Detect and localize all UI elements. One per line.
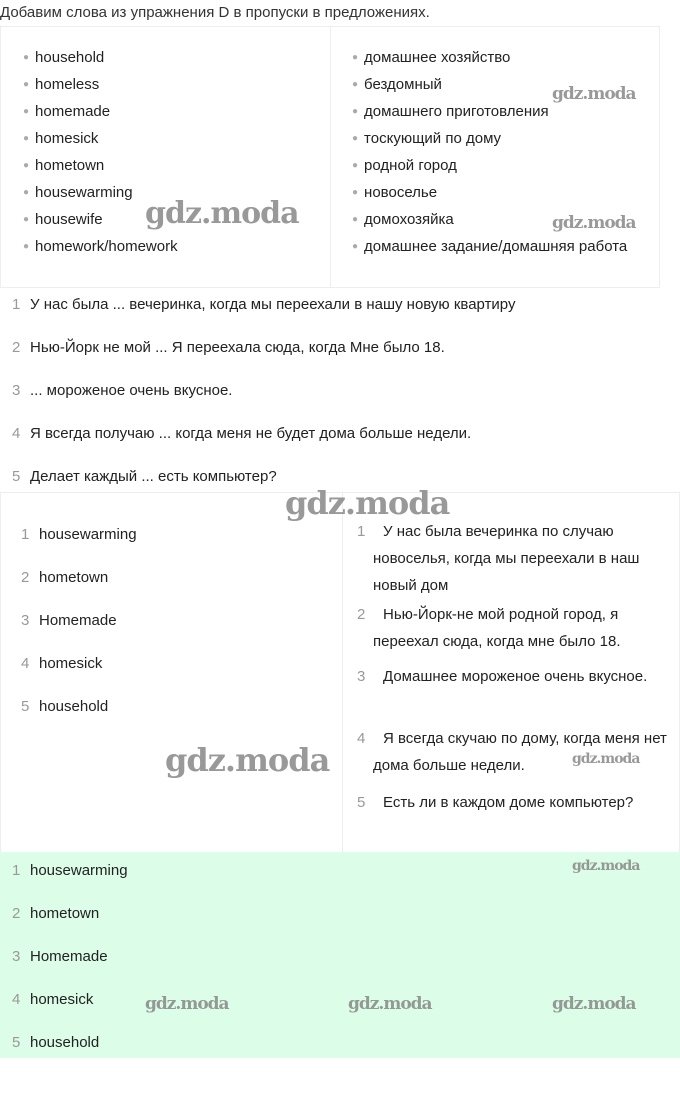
word-en: household xyxy=(35,49,105,66)
translation-item xyxy=(352,238,627,255)
translation xyxy=(357,789,680,816)
answer-text: Homemade xyxy=(30,948,108,965)
bullet-icon: ● xyxy=(352,214,359,225)
translation-text: Домашнее мороженое очень вкусное. xyxy=(383,668,648,685)
answer-text: Homemade xyxy=(39,612,117,629)
word-item xyxy=(23,103,110,120)
bullet-icon: ● xyxy=(352,79,359,90)
watermark: gdz.moda xyxy=(552,994,636,1014)
sentence-text: Я всегда получаю ... когда меня не будет дома больше недели. xyxy=(30,425,472,442)
word-ru: новоселье xyxy=(364,184,438,201)
answer xyxy=(12,948,108,965)
translation-item xyxy=(352,49,510,66)
answer xyxy=(21,569,108,586)
bullet-icon: ● xyxy=(23,214,30,225)
translation xyxy=(357,518,680,599)
sentence-number: 2 xyxy=(12,339,21,356)
translation-text: У нас была вечеринка по случаю новоселья, когда мы переехали в наш новый дом xyxy=(373,523,640,594)
watermark: gdz.moda xyxy=(348,994,432,1014)
word-item xyxy=(23,49,104,66)
answer xyxy=(21,655,102,672)
word-ru: тоскующий по дому xyxy=(364,130,502,147)
answer-text: household xyxy=(30,1034,100,1051)
answer-number: 5 xyxy=(12,1034,21,1051)
bullet-icon: ● xyxy=(23,79,30,90)
translation-item xyxy=(352,211,454,228)
answer-number: 4 xyxy=(21,655,30,672)
word-en: homeless xyxy=(35,76,100,93)
translation-number: 4 xyxy=(357,730,366,747)
word-item xyxy=(23,157,104,174)
watermark: gdz.moda xyxy=(285,484,450,522)
word-en: homesick xyxy=(35,130,99,147)
answer-number: 2 xyxy=(21,569,30,586)
exercise-title: Добавим слова из упражнения D в пропуски в предложениях. xyxy=(0,4,430,21)
sentence-text: Делает каждый ... есть компьютер? xyxy=(30,468,277,485)
translation-text: Есть ли в каждом доме компьютер? xyxy=(383,794,634,811)
word-item xyxy=(23,130,98,147)
translation-item xyxy=(352,157,457,174)
answer xyxy=(12,1034,99,1051)
translation-text: Я всегда скучаю по дому, когда меня нет дома больше недели. xyxy=(373,730,667,774)
answer xyxy=(21,698,108,715)
translation-item xyxy=(352,76,442,93)
watermark: gdz.moda xyxy=(572,858,640,874)
translation-number: 3 xyxy=(357,668,366,685)
answer xyxy=(21,612,117,629)
answer-number: 4 xyxy=(12,991,21,1008)
translation-number: 5 xyxy=(357,794,366,811)
translation-item xyxy=(352,130,501,147)
sentence-number: 5 xyxy=(12,468,21,485)
word-item xyxy=(23,211,103,228)
translation xyxy=(357,663,680,690)
word-ru: домохозяйка xyxy=(364,211,454,228)
answer-number: 1 xyxy=(12,862,21,879)
answer-block xyxy=(0,852,680,1058)
word-item xyxy=(23,238,178,255)
watermark: gdz.moda xyxy=(552,84,636,104)
word-ru: домашнее хозяйство xyxy=(364,49,511,66)
word-en: housewarming xyxy=(35,184,133,201)
answer-text: housewarming xyxy=(30,862,128,879)
word-en: housewife xyxy=(35,211,103,228)
word-en: homework/homework xyxy=(35,238,178,255)
answer xyxy=(21,526,137,543)
answer-number: 5 xyxy=(21,698,30,715)
sentence xyxy=(12,296,516,313)
answer-text: household xyxy=(39,698,109,715)
sentence-number: 1 xyxy=(12,296,21,313)
bullet-icon: ● xyxy=(352,52,359,63)
answer-text: homesick xyxy=(30,991,94,1008)
word-ru: домашнее задание/домашняя работа xyxy=(364,238,628,255)
bullet-icon: ● xyxy=(352,106,359,117)
translation-number: 2 xyxy=(357,606,366,623)
answer-number: 3 xyxy=(12,948,21,965)
bullet-icon: ● xyxy=(23,106,30,117)
sentence-text: Нью-Йорк не мой ... Я переехала сюда, когда Мне было 18. xyxy=(30,339,445,356)
word-item xyxy=(23,76,99,93)
word-ru: бездомный xyxy=(364,76,442,93)
word-item xyxy=(23,184,133,201)
answer xyxy=(12,862,128,879)
translation-item xyxy=(352,103,549,120)
sentence-number: 3 xyxy=(12,382,21,399)
bullet-icon: ● xyxy=(23,133,30,144)
answer-text: hometown xyxy=(30,905,100,922)
answer-text: hometown xyxy=(39,569,109,586)
sentence-text: У нас была ... вечеринка, когда мы переехали в нашу новую квартиру xyxy=(30,296,516,313)
sentence xyxy=(12,468,277,485)
answer-text: homesick xyxy=(39,655,103,672)
bullet-icon: ● xyxy=(352,160,359,171)
divider xyxy=(330,27,331,287)
word-ru: домашнего приготовления xyxy=(364,103,549,120)
translation xyxy=(357,601,680,655)
watermark: gdz.moda xyxy=(165,741,330,779)
answers-table xyxy=(0,492,680,854)
answer-number: 1 xyxy=(21,526,30,543)
bullet-icon: ● xyxy=(23,187,30,198)
watermark: gdz.moda xyxy=(572,751,640,767)
translation-number: 1 xyxy=(357,523,366,540)
word-en: homemade xyxy=(35,103,111,120)
bullet-icon: ● xyxy=(352,241,359,252)
bullet-icon: ● xyxy=(23,241,30,252)
bullet-icon: ● xyxy=(23,52,30,63)
answer-text: housewarming xyxy=(39,526,137,543)
sentence xyxy=(12,382,232,399)
sentence-number: 4 xyxy=(12,425,21,442)
sentence-text: ... мороженое очень вкусное. xyxy=(30,382,233,399)
answer-number: 3 xyxy=(21,612,30,629)
word-ru: родной город xyxy=(364,157,457,174)
answer-number: 2 xyxy=(12,905,21,922)
watermark: gdz.moda xyxy=(552,213,636,233)
watermark: gdz.moda xyxy=(145,994,229,1014)
translation-text: Нью-Йорк-не мой родной город, я переехал сюда, когда мне было 18. xyxy=(373,606,621,650)
bullet-icon: ● xyxy=(352,187,359,198)
word-en: hometown xyxy=(35,157,105,174)
bullet-icon: ● xyxy=(23,160,30,171)
answer xyxy=(12,905,99,922)
watermark: gdz.moda xyxy=(145,196,299,231)
translation-item xyxy=(352,184,437,201)
divider xyxy=(342,493,343,853)
sentence xyxy=(12,339,445,356)
answer xyxy=(12,991,93,1008)
sentence xyxy=(12,425,471,442)
bullet-icon: ● xyxy=(352,133,359,144)
vocabulary-table xyxy=(0,26,660,288)
